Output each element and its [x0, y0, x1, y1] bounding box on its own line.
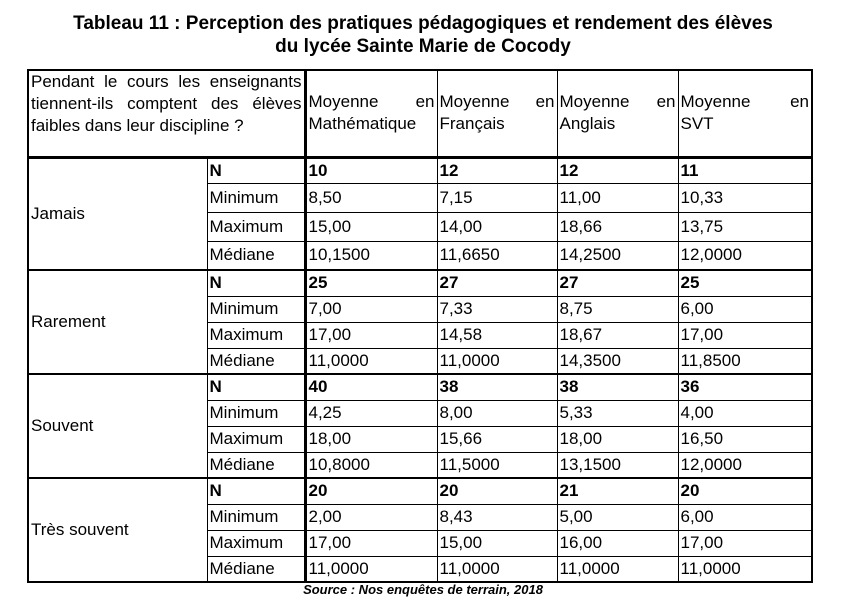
value-cell: 12: [437, 157, 557, 183]
value-cell: 14,00: [437, 212, 557, 241]
value-cell: 27: [437, 270, 557, 296]
value-cell: 11,8500: [678, 348, 812, 374]
value-cell: 11: [678, 157, 812, 183]
value-cell: 13,75: [678, 212, 812, 241]
value-cell: 20: [678, 478, 812, 504]
value-cell: 11,6650: [437, 241, 557, 270]
column-header-math: Moyenne en Mathématique: [305, 70, 437, 157]
table-row: [28, 157, 812, 183]
value-cell: 15,00: [305, 212, 437, 241]
value-cell: 38: [437, 374, 557, 400]
value-cell: 11,0000: [305, 348, 437, 374]
table-title-line1: Tableau 11 : Perception des pratiques pédagogiques et rendement des élèves: [73, 13, 773, 34]
value-cell: 12,0000: [678, 452, 812, 478]
value-cell: 6,00: [678, 296, 812, 322]
value-cell: 20: [437, 478, 557, 504]
value-cell: 14,2500: [557, 241, 678, 270]
value-cell: 8,50: [305, 183, 437, 212]
value-cell: 8,00: [437, 400, 557, 426]
value-cell: 12: [557, 157, 678, 183]
value-cell: 8,43: [437, 504, 557, 530]
value-cell: 25: [678, 270, 812, 296]
stat-label: Maximum: [207, 426, 305, 452]
value-cell: 11,0000: [437, 348, 557, 374]
value-cell: 11,0000: [305, 556, 437, 582]
stat-label: N: [207, 157, 305, 183]
question-header: Pendant le cours les enseignants tiennent-ils comptent des élèves faibles dans leur discipline ?: [28, 70, 305, 157]
value-cell: 8,75: [557, 296, 678, 322]
group-label: Souvent: [28, 374, 207, 478]
value-cell: 17,00: [678, 322, 812, 348]
value-cell: 15,00: [437, 530, 557, 556]
value-cell: 14,3500: [557, 348, 678, 374]
stat-label: Médiane: [207, 348, 305, 374]
table-row: [28, 374, 812, 400]
stat-label: Maximum: [207, 530, 305, 556]
stat-label: Minimum: [207, 504, 305, 530]
value-cell: 10,33: [678, 183, 812, 212]
value-cell: 27: [557, 270, 678, 296]
value-cell: 15,66: [437, 426, 557, 452]
value-cell: 11,0000: [678, 556, 812, 582]
value-cell: 11,00: [557, 183, 678, 212]
value-cell: 17,00: [305, 322, 437, 348]
table-title-line2: du lycée Sainte Marie de Cocody: [275, 36, 571, 57]
value-cell: 10,1500: [305, 241, 437, 270]
value-cell: 25: [305, 270, 437, 296]
value-cell: 10: [305, 157, 437, 183]
stat-label: Médiane: [207, 241, 305, 270]
stat-label: Minimum: [207, 183, 305, 212]
value-cell: 11,0000: [437, 556, 557, 582]
value-cell: 36: [678, 374, 812, 400]
value-cell: 10,8000: [305, 452, 437, 478]
table-title: [0, 12, 846, 58]
value-cell: 38: [557, 374, 678, 400]
source-note: Source : Nos enquêtes de terrain, 2018: [303, 582, 543, 597]
group-label: Rarement: [28, 270, 207, 374]
stat-label: Minimum: [207, 296, 305, 322]
stat-label: Médiane: [207, 452, 305, 478]
value-cell: 11,5000: [437, 452, 557, 478]
value-cell: 7,15: [437, 183, 557, 212]
group-label: Très souvent: [28, 478, 207, 582]
value-cell: 5,33: [557, 400, 678, 426]
value-cell: 7,00: [305, 296, 437, 322]
value-cell: 12,0000: [678, 241, 812, 270]
value-cell: 20: [305, 478, 437, 504]
results-table: [27, 69, 813, 583]
stat-label: Médiane: [207, 556, 305, 582]
group-label: Jamais: [28, 157, 207, 270]
value-cell: 6,00: [678, 504, 812, 530]
value-cell: 18,67: [557, 322, 678, 348]
value-cell: 2,00: [305, 504, 437, 530]
value-cell: 17,00: [678, 530, 812, 556]
column-header-anglais: Moyenne en Anglais: [557, 70, 678, 157]
value-cell: 14,58: [437, 322, 557, 348]
value-cell: 4,25: [305, 400, 437, 426]
header-row: [28, 70, 812, 157]
value-cell: 18,00: [557, 426, 678, 452]
value-cell: 18,00: [305, 426, 437, 452]
column-header-svt: Moyenne en SVT: [678, 70, 812, 157]
value-cell: 11,0000: [557, 556, 678, 582]
value-cell: 16,50: [678, 426, 812, 452]
stat-label: Maximum: [207, 212, 305, 241]
value-cell: 7,33: [437, 296, 557, 322]
value-cell: 17,00: [305, 530, 437, 556]
stat-label: N: [207, 478, 305, 504]
value-cell: 5,00: [557, 504, 678, 530]
value-cell: 4,00: [678, 400, 812, 426]
value-cell: 16,00: [557, 530, 678, 556]
column-header-francais: Moyenne en Français: [437, 70, 557, 157]
stat-label: Maximum: [207, 322, 305, 348]
table-row: [28, 270, 812, 296]
value-cell: 13,1500: [557, 452, 678, 478]
table-row: [28, 478, 812, 504]
stat-label: N: [207, 270, 305, 296]
value-cell: 21: [557, 478, 678, 504]
stat-label: N: [207, 374, 305, 400]
stat-label: Minimum: [207, 400, 305, 426]
value-cell: 18,66: [557, 212, 678, 241]
value-cell: 40: [305, 374, 437, 400]
